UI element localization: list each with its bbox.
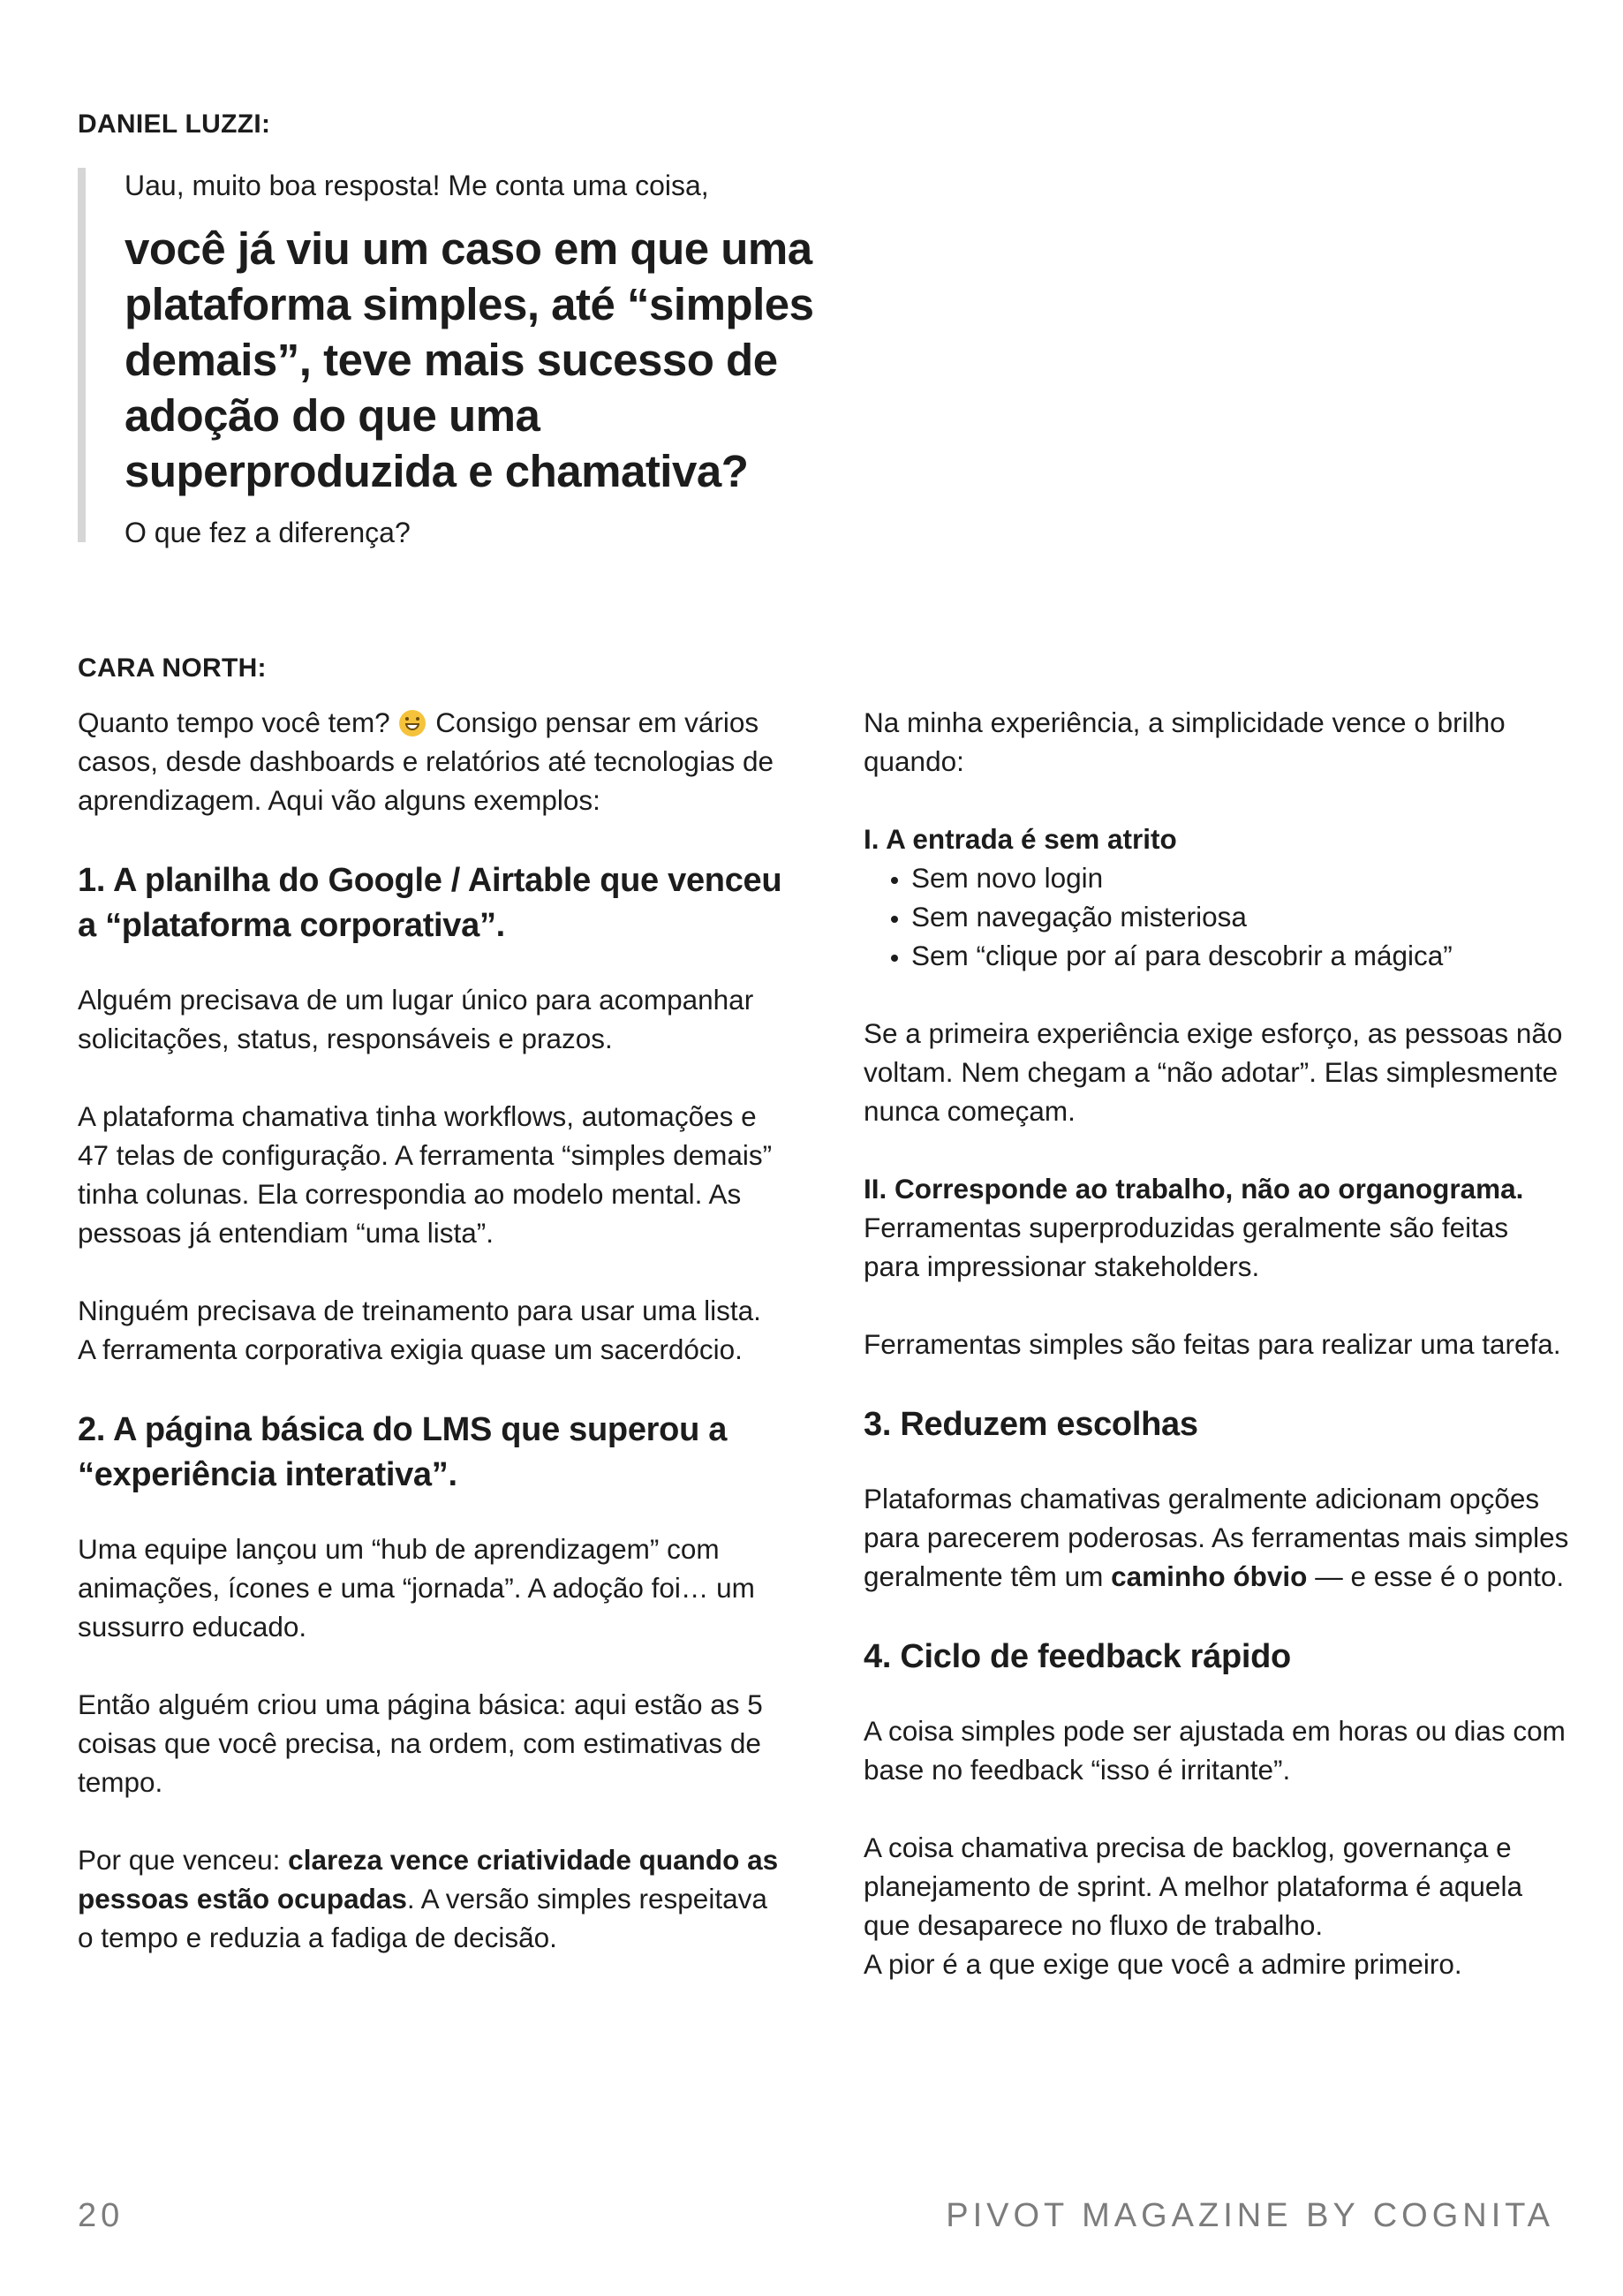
paragraph: Então alguém criou uma página básica: aqui estão as 5 coisas que você precisa, na ordem, com estimativas de tempo. [78, 1688, 763, 1798]
magazine-name: PIVOT MAGAZINE BY COGNITA [946, 2197, 1554, 2234]
intro-text: Consigo pensar em vários casos, desde dashboards e relatórios até tecnologias de aprendizagem. Aqui vão alguns exemplos: [78, 706, 774, 816]
bold-text: II. Corresponde ao trabalho, não ao organograma. [864, 1173, 1524, 1205]
bullet-list [864, 858, 1570, 975]
text: . A versão simples respeitava o tempo e reduzia a fadiga de decisão. [78, 1883, 767, 1953]
section-heading: 4. Ciclo de feedback rápido [864, 1638, 1291, 1675]
text: — e esse é o ponto. [1315, 1560, 1565, 1592]
paragraph: Ferramentas simples são feitas para realizar uma tarefa. [864, 1328, 1561, 1360]
bold-text: clareza vence criatividade quando as pessoas estão ocupadas [78, 1844, 779, 1915]
speaker-name: CARA NORTH: [78, 653, 267, 683]
section-heading: 1. A planilha do Google / Airtable que venceu a “plataforma corporativa”. [78, 862, 782, 944]
bold-text: I. A entrada é sem atrito [864, 823, 1177, 855]
left-column [78, 703, 784, 1957]
paragraph: A coisa simples pode ser ajustada em horas ou dias com base no feedback “isso é irritante”. [864, 1715, 1566, 1786]
paragraph: Na minha experiência, a simplicidade vence o brilho quando: [864, 706, 1506, 777]
text: Plataformas chamativas geralmente adicionam opções para parecerem poderosas. As ferramentas mais simples geralmente têm um [864, 1483, 1569, 1592]
intro-paragraph [78, 703, 784, 819]
paragraph: Se a primeira experiência exige esforço, as pessoas não voltam. Nem chegam a “não adotar”. Elas simplesmente nunca começam. [864, 1017, 1563, 1127]
quote-outro: O que fez a diferença? [125, 517, 411, 548]
page-number: 20 [78, 2197, 125, 2234]
speaker-name: DANIEL LUZZI: [78, 110, 271, 139]
list-item: • Sem novo login [911, 858, 1570, 897]
paragraph [78, 1840, 784, 1957]
right-column [864, 703, 1570, 1983]
text: A coisa chamativa precisa de backlog, governança e planejamento de sprint. A melhor plataforma é aquela que desaparece no fluxo de trabalho. [864, 1832, 1522, 1941]
list-item: • Sem “clique por aí para descobrir a mágica” [911, 936, 1570, 975]
bold-text: caminho óbvio [1111, 1560, 1308, 1592]
section-heading: 2. A página básica do LMS que superou a “experiência interativa”. [78, 1411, 728, 1493]
quote-intro: Uau, muito boa resposta! Me conta uma coisa, [125, 170, 709, 201]
list-item: • Sem navegação misteriosa [911, 897, 1570, 936]
quote-highlight: você já viu um caso em que uma plataforma simples, até “simples demais”, teve mais sucesso de adoção do que uma superproduzida e chamativa? [125, 223, 814, 496]
text: Ferramentas superproduzidas geralmente são feitas para impressionar stakeholders. [864, 1212, 1509, 1282]
intro-text: Quanto tempo você tem? [78, 706, 390, 738]
paragraph: A plataforma chamativa tinha workflows, automações e 47 telas de configuração. A ferramenta “simples demais” tinha colunas. Ela correspondia ao modelo mental. As pessoas já entendiam “uma lista”. [78, 1100, 773, 1249]
text: A pior é a que exige que você a admire primeiro. [864, 1948, 1462, 1980]
paragraph [864, 1169, 1570, 1286]
paragraph [864, 1479, 1570, 1596]
section-heading: 3. Reduzem escolhas [864, 1406, 1198, 1443]
paragraph [864, 1828, 1570, 1983]
paragraph: Ninguém precisava de treinamento para usar uma lista. A ferramenta corporativa exigia quase um sacerdócio. [78, 1295, 761, 1365]
pull-quote [78, 168, 855, 548]
point-title [864, 819, 1570, 858]
paragraph: Alguém precisava de um lugar único para acompanhar solicitações, status, responsáveis e prazos. [78, 984, 754, 1054]
grinning-face-icon [399, 710, 426, 736]
paragraph: Uma equipe lançou um “hub de aprendizagem” com animações, ícones e uma “jornada”. A adoção foi… um sussurro educado. [78, 1533, 755, 1643]
text: Por que venceu: [78, 1844, 281, 1876]
